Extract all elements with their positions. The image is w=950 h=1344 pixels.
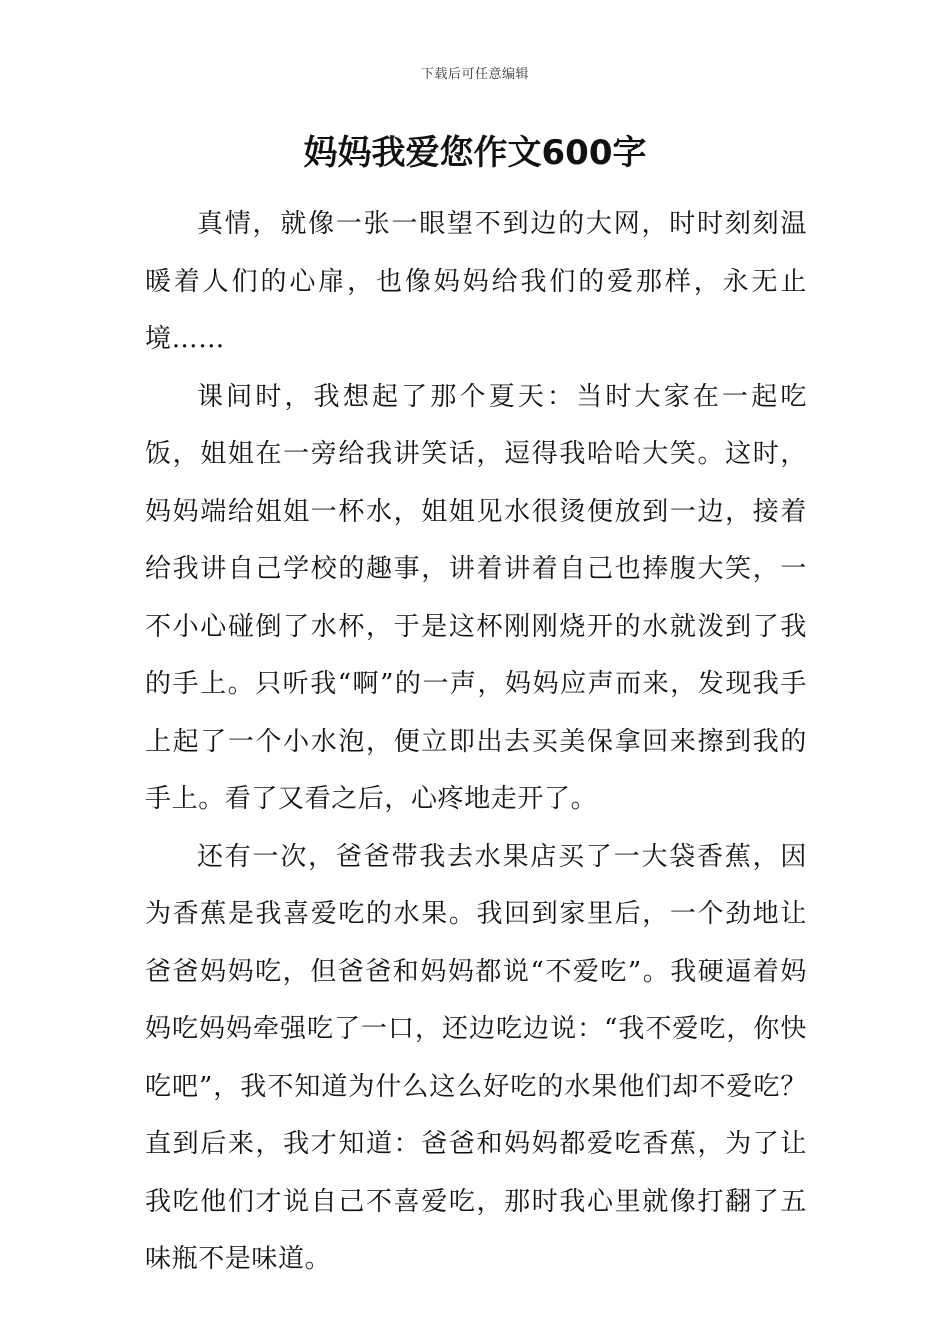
paragraph-banana-story: 还有一次，爸爸带我去水果店买了一大袋香蕉，因为香蕉是我喜爱吃的水果。我回到家里后，一个劲地让爸爸妈妈吃，但爸爸和妈妈都说“不爱吃”。我硬逼着妈妈吃妈妈牵强吃了一口，还边吃边说：“我不爱吃，你快吃吧”，我不知道为什么这么好吃的水果他们却不爱吃？直到后来，我才知道：爸爸和妈妈都爱吃香蕉，为了让我吃他们才说自己不喜爱吃，那时我心里就像打翻了五味瓶不是味道。 [145,841,807,1274]
paragraph-intro: 真情，就像一张一眼望不到边的大网，时时刻刻温暖着人们的心扉，也像妈妈给我们的爱那样，永无止境…… [145,209,807,354]
document-body [145,196,807,1289]
document-title: 妈妈我爱您作文600字 [303,133,647,173]
paragraph-summer-memory: 课间时，我想起了那个夏天：当时大家在一起吃饭，姐姐在一旁给我讲笑话，逗得我哈哈大笑。这时，妈妈端给姐姐一杯水，姐姐见水很烫便放到一边，接着给我讲自己学校的趣事，讲着讲着自己也捧腹大笑，一不小心碰倒了水杯，于是这杯刚刚烧开的水就泼到了我的手上。只听我“啊”的一声，妈妈应声而来，发现我手上起了一个小水泡，便立即出去买美保拿回来擦到我的手上。看了又看之后，心疼地走开了。 [145,381,807,814]
header-note: 下载后可任意编辑 [420,67,529,82]
